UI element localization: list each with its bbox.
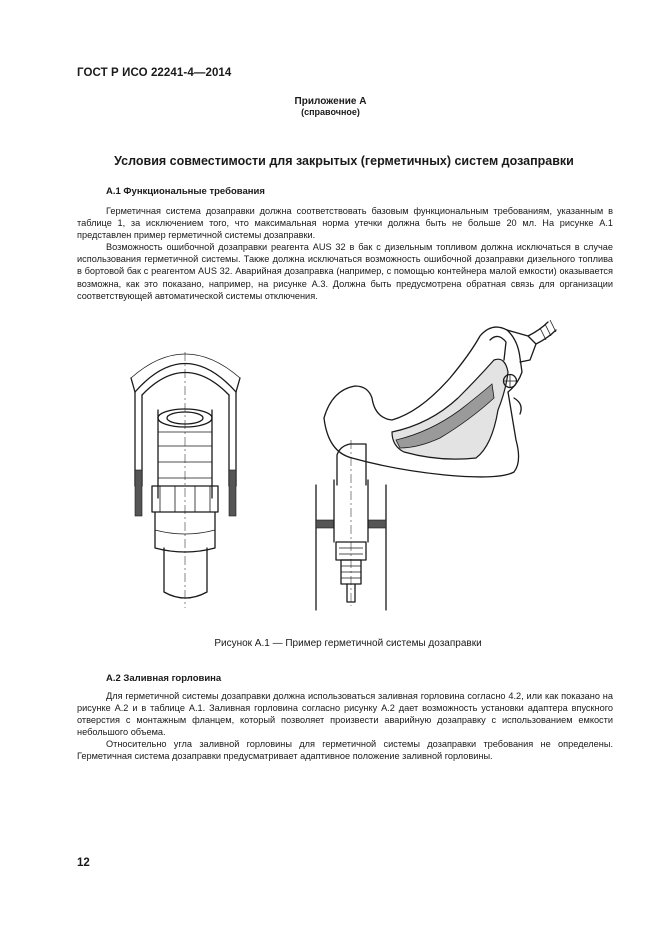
filler-neck-cross-section	[131, 352, 240, 608]
page-number: 12	[77, 857, 90, 869]
appendix-subtitle: (справочное)	[301, 107, 360, 117]
paragraph: Для герметичной системы дозаправки должна использоваться заливная горловина согласно 4.2, или как показано на рисунке А.2 и в таблице А.1. Заливная горловина согласно рисунку А.2 дает возможность установки адаптера впускного отверстия с монтажным фланцем, который позволяет произвести аварийную дозаправку с использованием емкости небольшого объема.	[77, 691, 613, 738]
dispensing-nozzle-in-filler-neck	[316, 320, 556, 610]
paragraph: Герметичная система дозаправки должна соответствовать базовым функциональным требованиям, указанным в таблице 1, за исключением того, что максимальная норма утечки должна быть не больше 20 мл. На рисунке А.1 представлен пример герметичной системы дозаправки.	[77, 206, 613, 241]
appendix-title: Приложение А	[294, 96, 367, 107]
paragraph: Относительно угла заливной горловины для герметичной системы дозаправки требования не определены. Герметичная система дозаправки предусматривает адаптивное положение заливной горловины.	[77, 739, 613, 762]
figure-caption: Рисунок А.1 — Пример герметичной системы дозаправки	[214, 638, 482, 649]
document-header: ГОСТ Р ИСО 22241-4—2014	[77, 67, 232, 79]
section-heading-a2: А.2 Заливная горловина	[106, 673, 222, 684]
paragraph: Возможность ошибочной дозаправки реагента AUS 32 в бак с дизельным топливом должна исключаться в случае использования герметичной системы. Также должна исключаться возможность ошибочной дозаправки дизельного топлива в бортовой бак с реагентом AUS 32. Аварийная дозаправка (например, с помощью контейнера малой емкости) оказывается возможна, как это показано, например, на рисунке А.3. Должна быть предусмотрена обратная связь для организации соответствующей автоматической системы отключения.	[77, 242, 613, 301]
section-heading-a1: А.1 Функциональные требования	[106, 186, 265, 197]
section-body-a2	[77, 690, 613, 763]
appendix-section-title: Условия совместимости для закрытых (герметичных) систем дозаправки	[114, 154, 574, 168]
